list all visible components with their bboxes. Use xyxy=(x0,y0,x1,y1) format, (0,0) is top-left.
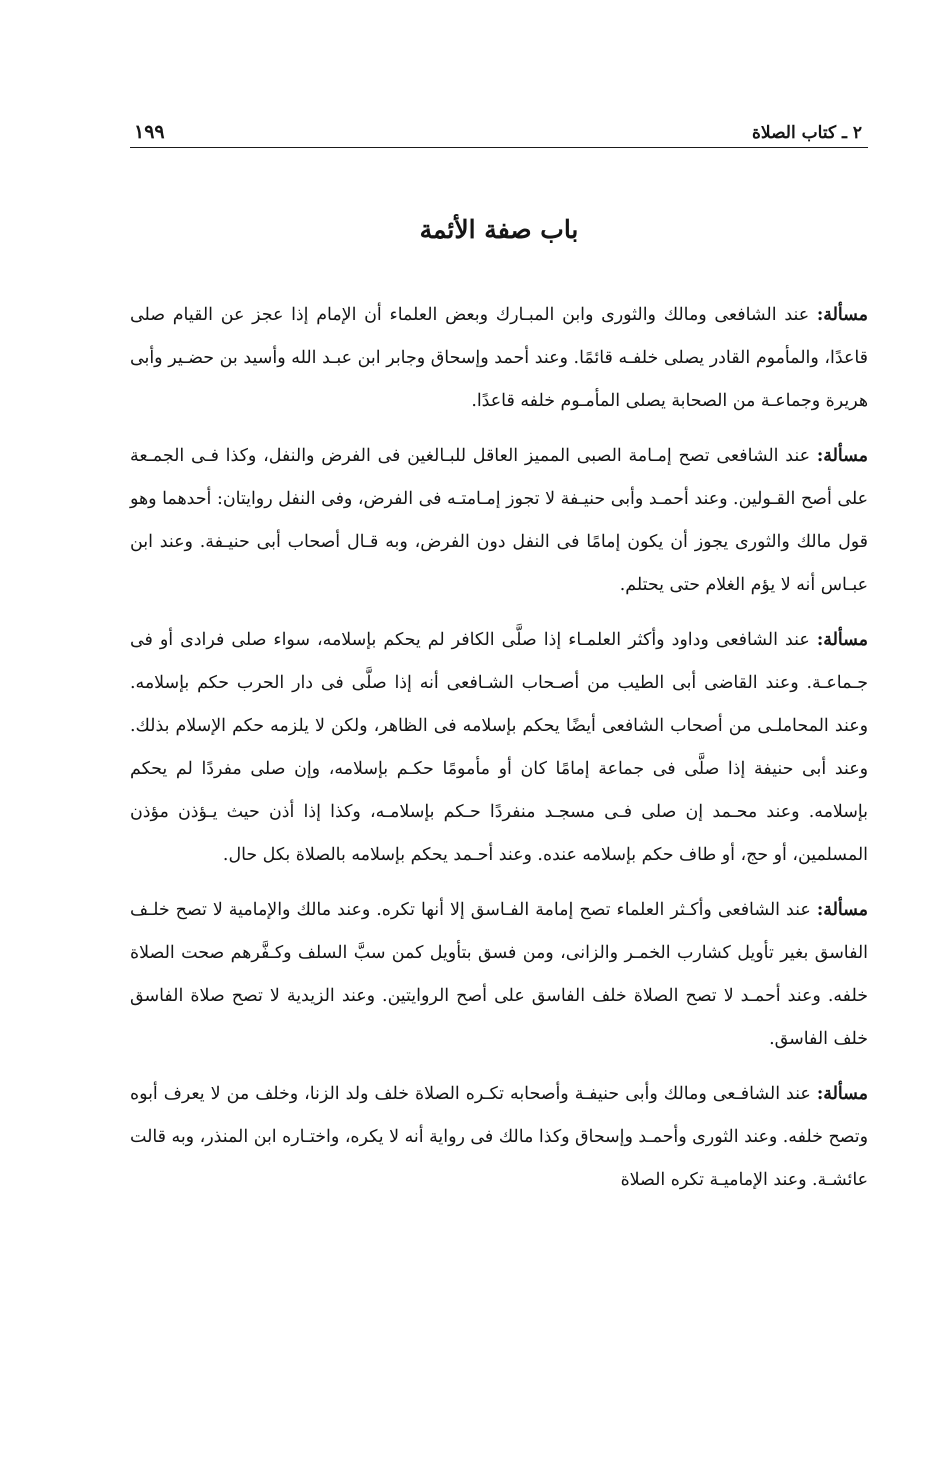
chapter-title: باب صفة الأئمة xyxy=(419,215,579,244)
paragraph xyxy=(130,435,868,607)
paragraph xyxy=(130,294,868,423)
paragraph-text: عند الشافعى وداود وأكثر العلمـاء إذا صلَّى الكافر لم يحكم بإسلامه، سواء صلى فرادى أو فى جـماعـة. وعند القاضى أبى الطيب من أصـحاب الشـافعى أنه إذا صلَّى فى دار الحرب حكم بإسلامه. وعند المحاملـى من أصحاب الشافعى أيضًا يحكم بإسلامه فى الظاهر، ولكن لا يلزمه حكم الإسلام بذلك. وعند أبى حنيفة إذا صلَّى فى جماعة إمامًا كان أو مأمومًا حكـم بإسلامه، وإن صلى مفردًا لم يحكم بإسلامه. وعند محـمد إن صلى فـى مسجـد منفردًا حـكم بإسلامـه، وكذا إذا أذن حيث يـؤذن مؤذن المسلمين، أو حج، أو طاف حكم بإسلامه عنده. وعند أحـمد يحكم بإسلامه بالصلاة بكل حال. xyxy=(130,630,868,865)
paragraph xyxy=(130,889,868,1061)
masala-label: مسألة: xyxy=(816,305,868,325)
masala-label: مسألة: xyxy=(816,900,868,920)
running-title: ٢ ـ كتاب الصلاة xyxy=(752,123,862,143)
paragraph-text: عند الشافعى وأكـثر العلماء تصح إمامة الفـاسق إلا أنها تكره. وعند مالك والإمامية لا تصح خلـف الفاسق بغير تأويل كشارب الخمـر والزانى، ومن فسق بتأويل كمن سبَّ السلف وكـفَّرهم صحت الصلاة خلفه. وعند أحمـد لا تصح الصلاة خلف الفاسق على أصح الروايتين. وعند الزيدية لا تصح صلاة الفاسق خلف الفاسق. xyxy=(130,900,868,1049)
paragraph xyxy=(130,1073,868,1202)
paragraph-text: عند الشافعى ومالك والثورى وابن المبـارك وبعض العلماء أن الإمام إذا عجز عن القيام صلى قاعدًا، والمأموم القادر يصلى خلفـه قائمًا. وعند أحمد وإسحاق وجابر ابن عبـد الله وأسيد بن حضـير وأبى هريرة وجماعـة من الصحابة يصلى المأمـوم خلفه قاعدًا. xyxy=(130,305,868,411)
paragraph xyxy=(130,619,868,877)
masala-label: مسألة: xyxy=(816,1084,868,1104)
page-number: ١٩٩ xyxy=(134,121,165,143)
book-page xyxy=(130,108,868,1214)
paragraph-text: عند الشافـعى ومالك وأبى حنيفـة وأصحابه تكـره الصلاة خلف ولد الزنا، وخلف من لا يعرف أبوه وتصح خلفه. وعند الثورى وأحمـد وإسحاق وكذا مالك فى رواية أنه لا يكره، واختـاره ابن المنذر، وبه قالت عائشـة. وعند الإماميـة تكره الصلاة xyxy=(130,1084,868,1190)
masala-label: مسألة: xyxy=(816,630,868,650)
body-text xyxy=(130,294,868,1202)
masala-label: مسألة: xyxy=(816,446,868,466)
paragraph-text: عند الشافعى تصح إمـامة الصبى المميز العاقل للبـالغين فى الفرض والنفل، وكذا فـى الجمـعة على أصح القـولين. وعند أحمـد وأبى حنيـفة لا تجوز إمـامتـه فى الفرض، وفى النفل روايتان: أحدهما وهو قول مالك والثورى يجوز أن يكون إمامًا فى النفل دون الفرض، وبه قـال أصحاب أبى حنيـفة. وعند ابن عبـاس أنه لا يؤم الغلام حتى يحتلم. xyxy=(130,446,868,595)
running-header xyxy=(130,108,868,148)
